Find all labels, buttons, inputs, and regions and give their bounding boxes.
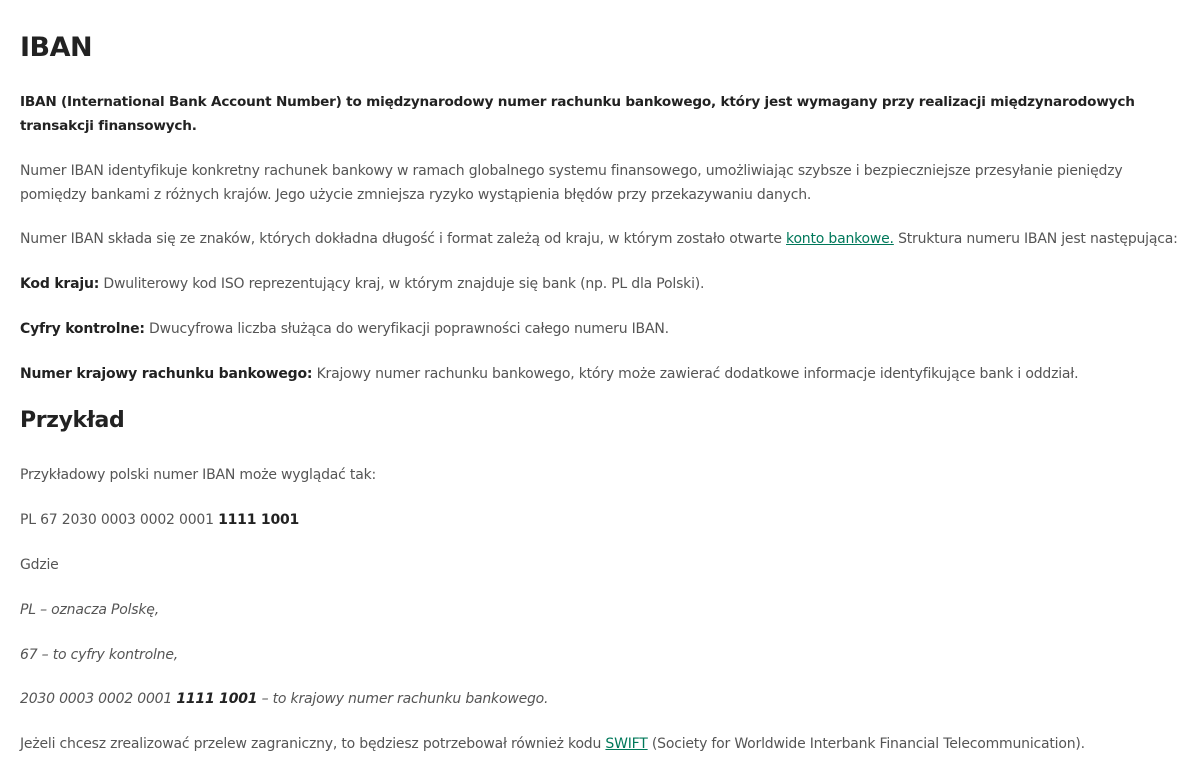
definition-country-code xyxy=(20,272,704,296)
swift-link[interactable]: SWIFT xyxy=(605,736,648,752)
lead-paragraph: IBAN (International Bank Account Number) to międzynarodowy numer rachunku bankowego, który jest wymagany przy realizacji międzynarodowych transakcji finansowych. xyxy=(20,94,1135,134)
definition-text: Dwuliterowy kod ISO reprezentujący kraj, w którym znajduje się bank (np. PL dla Polski). xyxy=(99,276,705,292)
explanation-text: 67 – to cyfry kontrolne, xyxy=(20,647,179,663)
swift-text-before: Jeżeli chcesz zrealizować przelew zagraniczny, to będziesz potrzebował również kodu xyxy=(20,736,606,752)
explanation-text-plain: 2030 0003 0002 0001 xyxy=(20,691,177,707)
definition-term: Numer krajowy rachunku bankowego: xyxy=(20,366,313,382)
swift-text-after: (Society for Worldwide Interbank Financial Telecommunication). xyxy=(647,736,1085,752)
explanation-account-number xyxy=(20,687,548,711)
definition-national-number xyxy=(20,362,1078,386)
example-intro: Przykładowy polski numer IBAN może wyglądać tak: xyxy=(20,467,377,483)
explanation-text: PL – oznacza Polskę, xyxy=(20,602,159,618)
bank-account-link[interactable]: konto bankowe. xyxy=(786,231,894,247)
example-number-bold: 1111 1001 xyxy=(218,512,300,528)
where-label: Gdzie xyxy=(20,557,59,573)
example-iban-number xyxy=(20,508,299,532)
explanation-text-after: – to krajowy numer rachunku bankowego. xyxy=(257,691,549,707)
structure-text-before: Numer IBAN składa się ze znaków, których dokładna długość i format zależą od kraju, w którym zostało otwarte xyxy=(20,231,787,247)
paragraph-iban-purpose: Numer IBAN identyfikuje konkretny rachunek bankowy w ramach globalnego systemu finansowego, umożliwiając szybsze i bezpieczniejsze przesyłanie pieniędzy pomiędzy bankami z różnych krajów. Jego użycie zmniejsza ryzyko wystąpienia błędów przy przekazywaniu danych. xyxy=(20,163,1123,203)
explanation-country xyxy=(20,598,159,622)
definition-text: Krajowy numer rachunku bankowego, który może zawierać dodatkowe informacje identyfikujące bank i oddział. xyxy=(312,366,1079,382)
paragraph-swift xyxy=(20,732,1085,756)
paragraph-iban-structure xyxy=(20,227,1178,251)
definition-term: Kod kraju: xyxy=(20,276,100,292)
definition-check-digits xyxy=(20,317,669,341)
definition-term: Cyfry kontrolne: xyxy=(20,321,145,337)
example-number-plain: PL 67 2030 0003 0002 0001 xyxy=(20,512,219,528)
explanation-check-digits xyxy=(20,643,178,667)
example-heading: Przykład xyxy=(20,408,125,433)
structure-text-after: Struktura numeru IBAN jest następująca: xyxy=(893,231,1178,247)
explanation-text-bold: 1111 1001 xyxy=(176,691,258,707)
page-title: IBAN xyxy=(20,32,93,63)
definition-text: Dwucyfrowa liczba służąca do weryfikacji poprawności całego numeru IBAN. xyxy=(144,321,669,337)
